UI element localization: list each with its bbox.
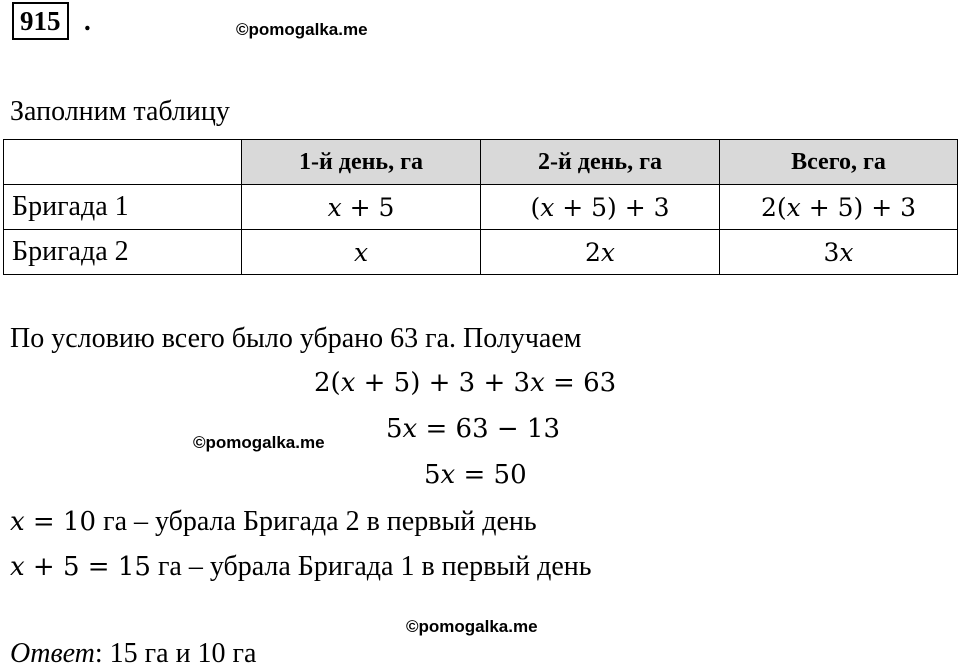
answer-label: Ответ bbox=[10, 638, 95, 669]
watermark-top: ©pomogalka.me bbox=[236, 20, 368, 39]
result-1-text: га – убрала Бригада 2 в первый день bbox=[96, 506, 537, 537]
table-header-day2: 2-й день, га bbox=[481, 140, 720, 185]
cell-brigade-2-total: 3x bbox=[720, 230, 958, 275]
result-line-1 bbox=[10, 506, 537, 538]
equation-2: 5x = 63 − 13 bbox=[386, 414, 561, 444]
result-2-text: га – убрала Бригада 1 в первый день bbox=[150, 551, 592, 582]
table-header-total: Всего, га bbox=[720, 140, 958, 185]
cell-brigade-2-day1: x bbox=[242, 230, 481, 275]
data-table bbox=[3, 139, 958, 275]
cell-brigade-2-day2: 2x bbox=[481, 230, 720, 275]
cell-brigade-1-total: 2(x + 5) + 3 bbox=[720, 185, 958, 230]
cell-brigade-1-day2: (x + 5) + 3 bbox=[481, 185, 720, 230]
answer-line bbox=[10, 638, 256, 670]
table-header-blank bbox=[4, 140, 242, 185]
result-2-math: x + 5 = 15 bbox=[10, 552, 151, 582]
intro-text: Заполним таблицу bbox=[10, 96, 230, 127]
equation-1: 2(x + 5) + 3 + 3x = 63 bbox=[314, 368, 617, 398]
cell-brigade-1-day1: x + 5 bbox=[242, 185, 481, 230]
table-row bbox=[4, 185, 958, 230]
equation-3: 5x = 50 bbox=[424, 460, 527, 490]
table-header-day1: 1-й день, га bbox=[242, 140, 481, 185]
table-row bbox=[4, 230, 958, 275]
problem-number-dot: . bbox=[84, 6, 91, 36]
watermark-middle: ©pomogalka.me bbox=[193, 433, 325, 452]
row-label-brigade-2: Бригада 2 bbox=[4, 230, 242, 275]
table-header-row bbox=[4, 140, 958, 185]
condition-text: По условию всего было убрано 63 га. Получаем bbox=[10, 323, 582, 354]
row-label-brigade-1: Бригада 1 bbox=[4, 185, 242, 230]
watermark-bottom: ©pomogalka.me bbox=[406, 617, 538, 636]
problem-number: 915 bbox=[12, 2, 69, 40]
result-1-math: x = 10 bbox=[10, 507, 97, 537]
answer-text: : 15 га и 10 га bbox=[94, 638, 257, 669]
result-line-2 bbox=[10, 551, 592, 583]
